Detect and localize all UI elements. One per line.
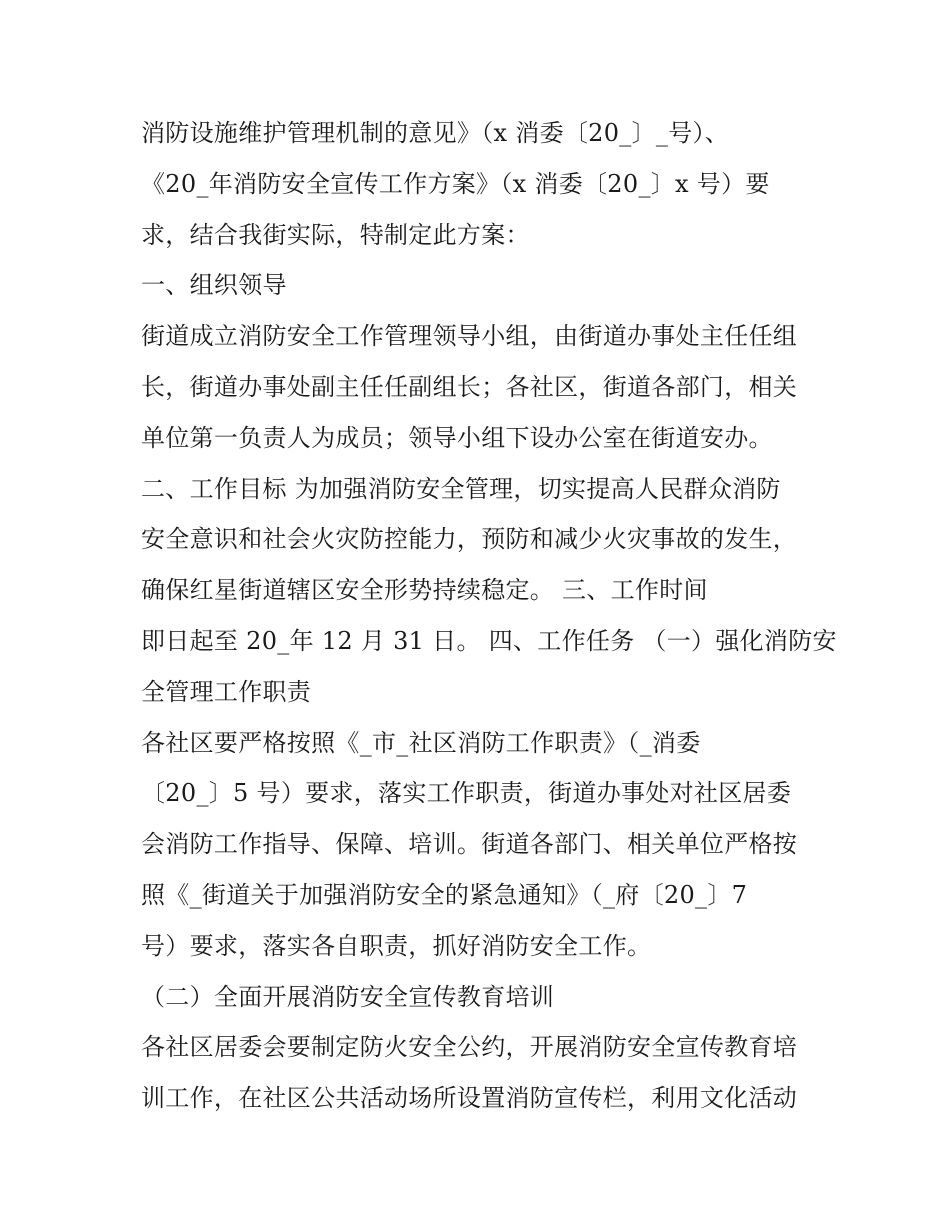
text-line: 会消防工作指导、保障、培训。街道各部门、相关单位严格按 [141,830,798,859]
text-line: 各社区要严格按照《_市_社区消防工作职责》（_消委 [141,728,701,757]
document-body [141,108,837,1124]
text-line: 全管理工作职责 [141,677,312,706]
text-line: 二、工作目标 为加强消防安全管理，切实提高人民群众消防 [141,474,781,503]
text-line: 训工作，在社区公共活动场所设置消防宣传栏，利用文化活动 [141,1084,798,1113]
text-line: 号）要求，落实各自职责，抓好消防安全工作。 [141,931,652,960]
text-line: 《20_年消防安全宣传工作方案》（x 消委〔20_〕x 号）要 [141,169,770,198]
section-heading: 一、组织领导 [141,271,287,300]
text-line: 消防设施维护管理机制的意见》（x 消委〔20_〕_号）、 [141,119,730,147]
text-line: 求，结合我街实际，特制定此方案： [141,220,530,249]
text-line: 单位第一负责人为成员；领导小组下设办公室在街道安办。 [141,423,773,452]
text-line: 长，街道办事处副主任任副组长；各社区，街道各部门，相关 [141,372,798,401]
text-line: 安全意识和社会火灾防控能力，预防和减少火灾事故的发生， [141,525,798,554]
text-line: 各社区居委会要制定防火安全公约，开展消防安全宣传教育培 [141,1033,798,1062]
section-heading: （二）全面开展消防安全宣传教育培训 [141,982,555,1011]
text-line: 照《_街道关于加强消防安全的紧急通知》（_府〔20_〕7 [141,880,748,909]
text-line: 即日起至 20_年 12 月 31 日。 四、工作任务 （一）强化消防安 [141,626,837,655]
text-line: 确保红星街道辖区安全形势持续稳定。 三、工作时间 [141,576,708,605]
text-line: 〔20_〕5 号）要求，落实工作职责，街道办事处对社区居委 [141,779,792,808]
text-line: 街道成立消防安全工作管理领导小组，由街道办事处主任任组 [141,322,798,351]
